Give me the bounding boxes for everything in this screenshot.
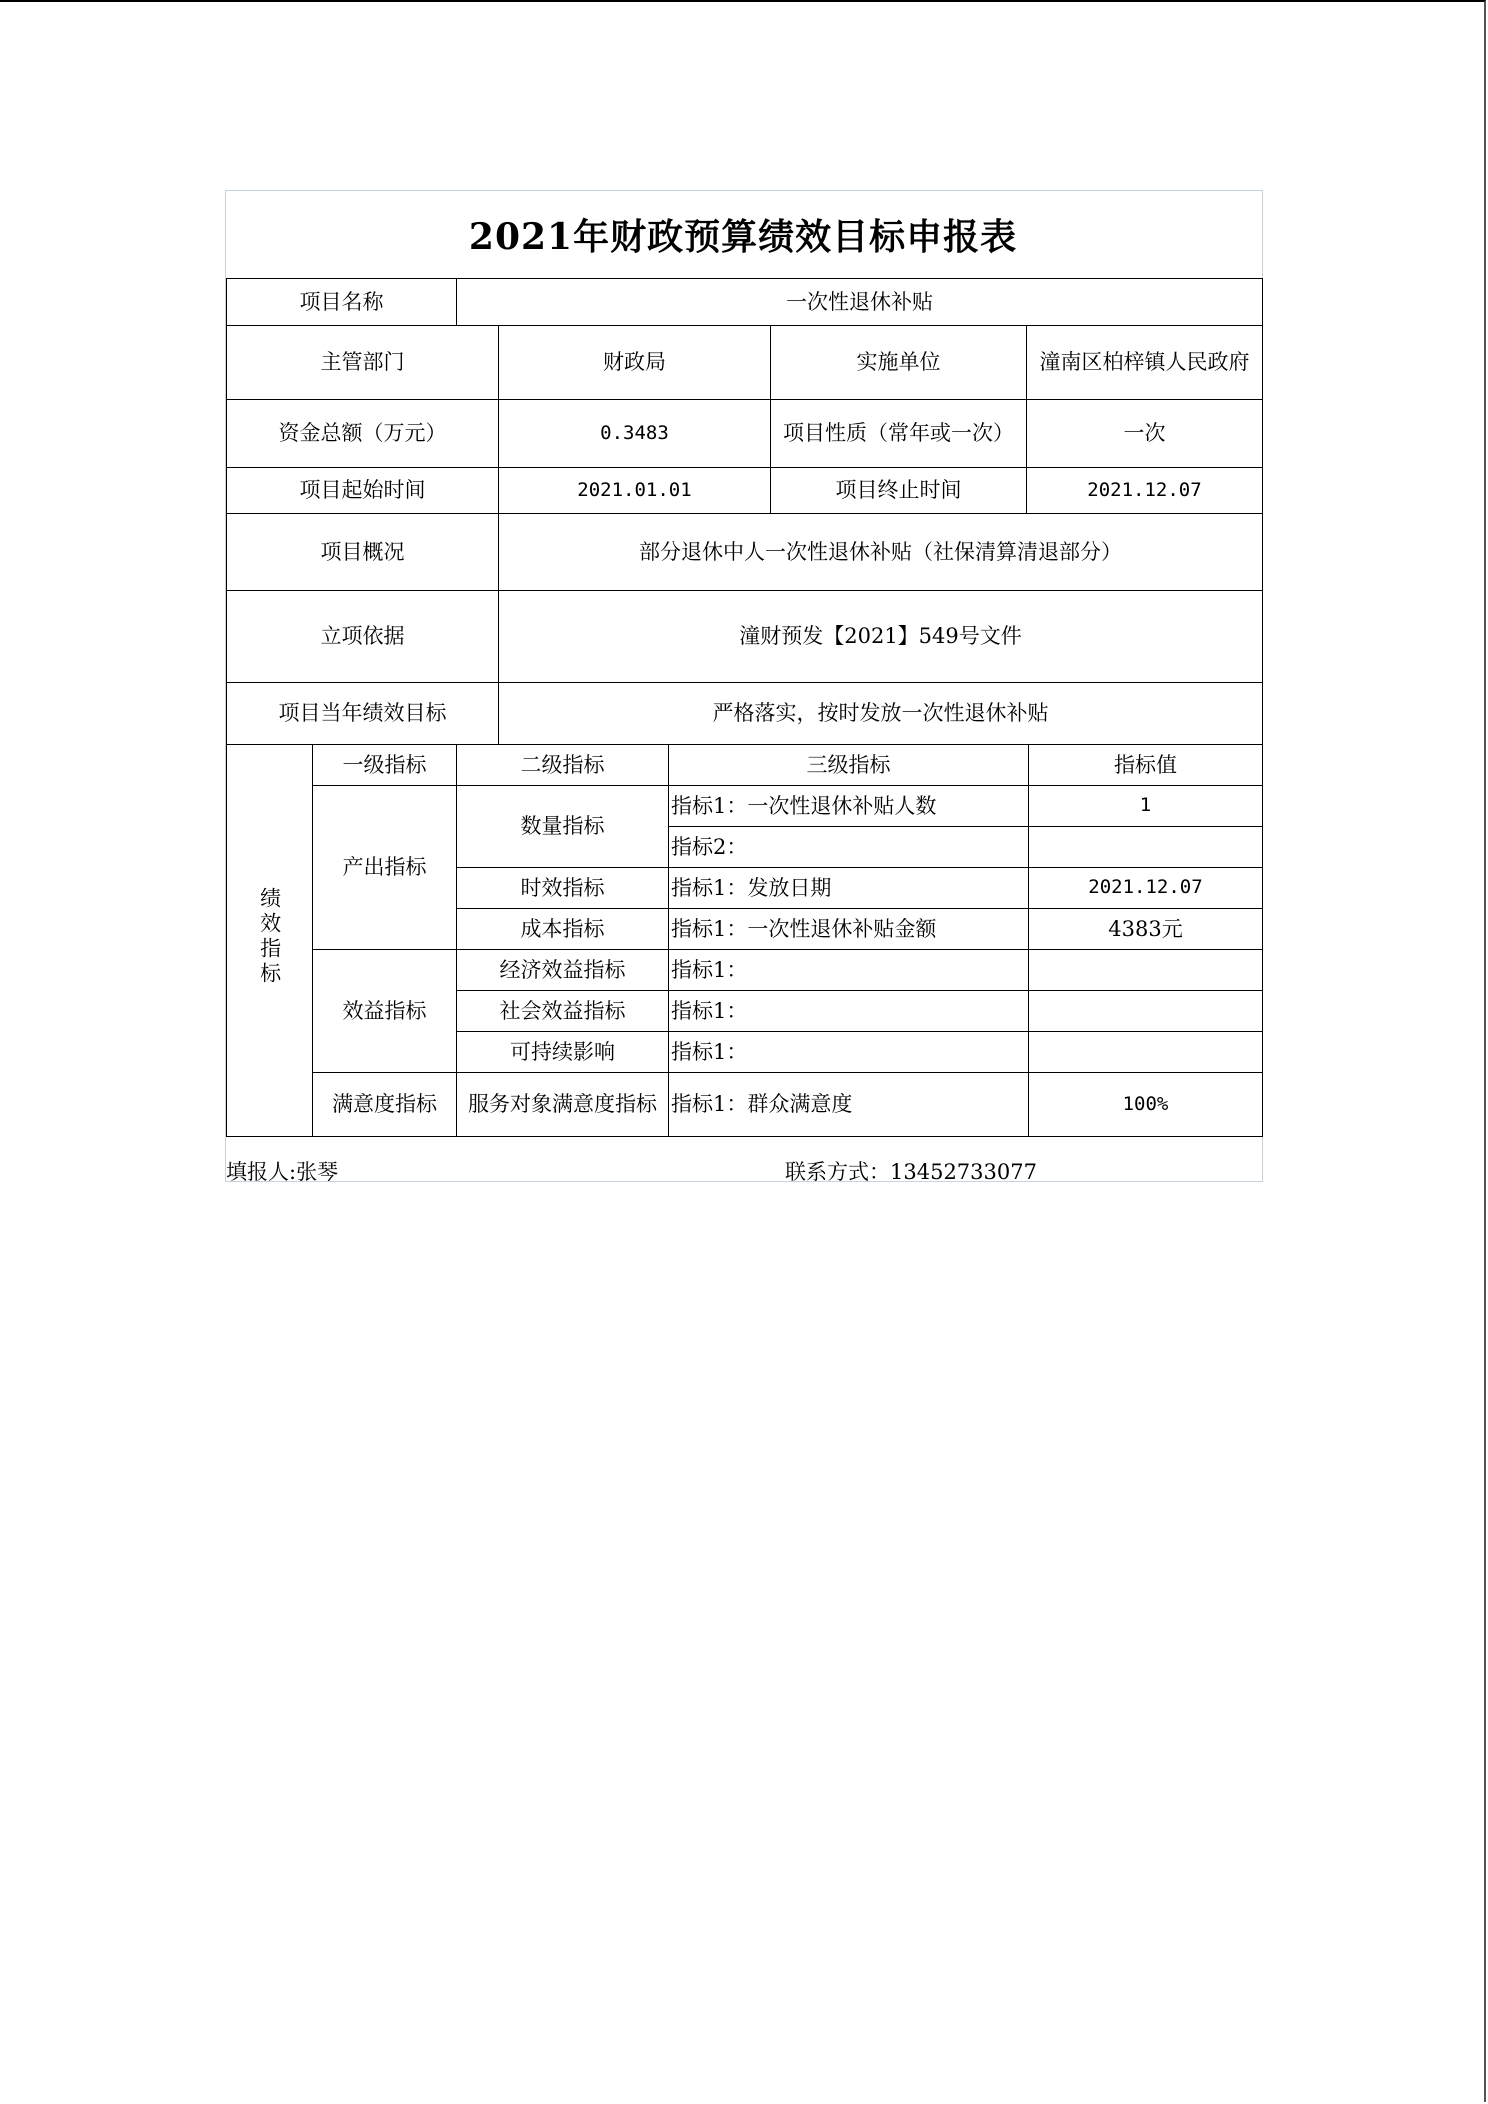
start-value: 2021.01.01 — [499, 468, 771, 514]
sustain-indicator-1-value — [1029, 1032, 1263, 1073]
quantity-indicator-1-value: 1 — [1029, 786, 1263, 827]
row-department — [227, 326, 1263, 400]
end-label: 项目终止时间 — [771, 468, 1027, 514]
table-row — [227, 1073, 1263, 1137]
basis-label: 立项依据 — [227, 591, 499, 683]
cost-label: 成本指标 — [457, 909, 669, 950]
indicator-table — [226, 744, 1263, 1137]
contact: 联系方式：13452733077 — [785, 1160, 1037, 1184]
header-level3: 三级指标 — [669, 745, 1029, 786]
cost-indicator-1: 指标1：一次性退休补贴金额 — [669, 909, 1029, 950]
overview-label: 项目概况 — [227, 514, 499, 591]
timeliness-indicator-1-value: 2021.12.07 — [1029, 868, 1263, 909]
fund-label: 资金总额（万元） — [227, 400, 499, 468]
goal-label: 项目当年绩效目标 — [227, 683, 499, 745]
row-goal — [227, 683, 1263, 745]
reporter: 填报人:张琴 — [226, 1160, 339, 1184]
impl-label: 实施单位 — [771, 326, 1027, 400]
quantity-label: 数量指标 — [457, 786, 669, 868]
basis-value: 潼财预发【2021】549号文件 — [499, 591, 1263, 683]
indicator-group-text: 绩效指标 — [257, 887, 282, 988]
table-row — [227, 786, 1263, 827]
benefit-label: 效益指标 — [313, 950, 457, 1073]
output-label: 产出指标 — [313, 786, 457, 950]
dept-label: 主管部门 — [227, 326, 499, 400]
project-name-value: 一次性退休补贴 — [457, 279, 1263, 326]
social-indicator-1: 指标1： — [669, 991, 1029, 1032]
header-level1: 一级指标 — [313, 745, 457, 786]
performance-form-table — [226, 278, 1263, 326]
econ-indicator-1: 指标1： — [669, 950, 1029, 991]
impl-value: 潼南区柏梓镇人民政府 — [1027, 326, 1263, 400]
form-title: 2021年财政预算绩效目标申报表 — [468, 215, 1018, 258]
row-basis — [227, 591, 1263, 683]
social-indicator-1-value — [1029, 991, 1263, 1032]
row-overview — [227, 514, 1263, 591]
dept-value: 财政局 — [499, 326, 771, 400]
overview-value: 部分退休中人一次性退休补贴（社保清算清退部分） — [499, 514, 1263, 591]
indicator-header-row — [227, 745, 1263, 786]
quantity-indicator-2: 指标2： — [669, 827, 1029, 868]
cost-indicator-1-value: 4383元 — [1029, 909, 1263, 950]
quantity-indicator-1: 指标1：一次性退休补贴人数 — [669, 786, 1029, 827]
social-label: 社会效益指标 — [457, 991, 669, 1032]
satisfaction-indicator-1-value: 100% — [1029, 1073, 1263, 1137]
header-value: 指标值 — [1029, 745, 1263, 786]
header-level2: 二级指标 — [457, 745, 669, 786]
end-value: 2021.12.07 — [1027, 468, 1263, 514]
goal-value: 严格落实，按时发放一次性退休补贴 — [499, 683, 1263, 745]
project-info-table — [226, 325, 1263, 745]
table-row — [227, 950, 1263, 991]
start-label: 项目起始时间 — [227, 468, 499, 514]
quantity-indicator-2-value — [1029, 827, 1263, 868]
econ-indicator-1-value — [1029, 950, 1263, 991]
nature-label: 项目性质（常年或一次） — [771, 400, 1027, 468]
row-project-name — [227, 279, 1263, 326]
row-period — [227, 468, 1263, 514]
service-label: 服务对象满意度指标 — [457, 1073, 669, 1137]
sustain-indicator-1: 指标1： — [669, 1032, 1029, 1073]
indicator-group-label — [227, 745, 313, 1137]
project-name-label: 项目名称 — [227, 279, 457, 326]
satisfaction-label: 满意度指标 — [313, 1073, 457, 1137]
timeliness-label: 时效指标 — [457, 868, 669, 909]
econ-label: 经济效益指标 — [457, 950, 669, 991]
nature-value: 一次 — [1027, 400, 1263, 468]
timeliness-indicator-1: 指标1：发放日期 — [669, 868, 1029, 909]
sustain-label: 可持续影响 — [457, 1032, 669, 1073]
satisfaction-indicator-1: 指标1：群众满意度 — [669, 1073, 1029, 1137]
row-fund — [227, 400, 1263, 468]
fund-value: 0.3483 — [499, 400, 771, 468]
